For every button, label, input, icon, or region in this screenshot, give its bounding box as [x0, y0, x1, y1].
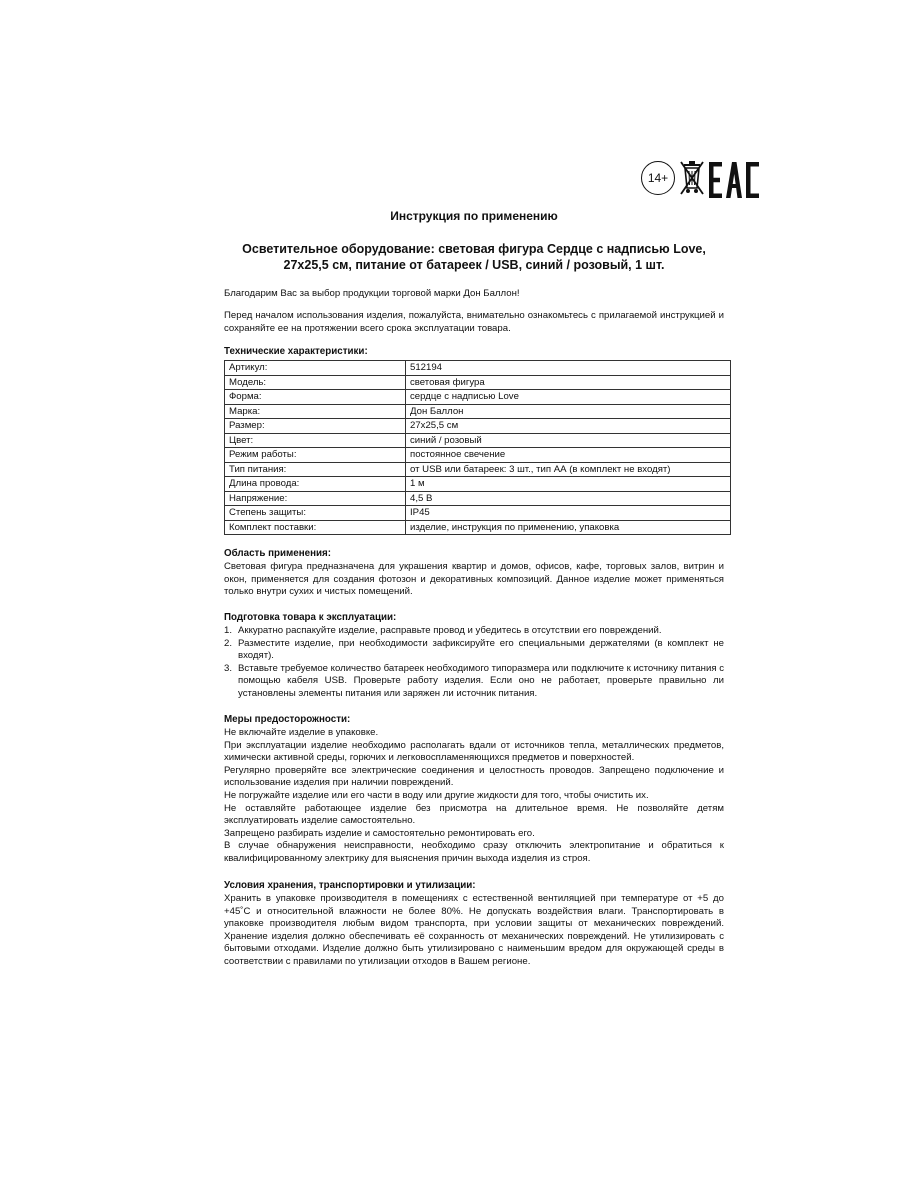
precaution-item: При эксплуатации изделие необходимо располагать вдали от источников тепла, металлических предметов, химически активной среды, горючих и легковоспламеняющихся предметов и поверхностей. [224, 739, 724, 764]
precaution-item: Регулярно проверяйте все электрические соединения и целостность проводов. Запрещено подключение и использование изделия при наличии повреждений. [224, 764, 724, 789]
list-item: 2. Разместите изделие, при необходимости зафиксируйте его специальными держателями (в комплект не входят). [224, 637, 724, 662]
age-rating-badge: 14+ [641, 161, 675, 195]
spec-key: Напряжение: [225, 491, 406, 506]
table-row [225, 419, 731, 434]
table-row [225, 448, 731, 463]
document-title: Инструкция по применению [390, 209, 558, 223]
table-row [225, 491, 731, 506]
spec-key: Цвет: [225, 433, 406, 448]
thanks-text: Благодарим Вас за выбор продукции торговой марки Дон Баллон! [224, 288, 520, 299]
list-item: 3. Вставьте требуемое количество батареек необходимого типоразмера или подключите к источнику питания с помощью кабеля USB. Проверьте работу изделия. Если оно не работает, проверьте правильно ли установлены элементы питания или заряжен ли источник питания. [224, 662, 724, 699]
spec-value: от USB или батареек: 3 шт., тип АА (в комплект не входят) [406, 462, 731, 477]
crossed-out-wheelie-bin-icon [679, 160, 705, 198]
spec-key: Модель: [225, 375, 406, 390]
application-heading: Область применения: [224, 548, 331, 559]
table-row [225, 462, 731, 477]
spec-key: Длина провода: [225, 477, 406, 492]
precautions-list [224, 727, 724, 866]
precaution-item: Не оставляйте работающее изделие без присмотра на длительное время. Не позволяйте детям эксплуатировать изделие самостоятельно. [224, 802, 724, 827]
precaution-item: Запрещено разбирать изделие и самостоятельно ремонтировать его. [224, 827, 535, 839]
precaution-item: Не погружайте изделие или его части в воду или другие жидкости для того, чтобы очистить их. [224, 789, 649, 801]
spec-key: Размер: [225, 419, 406, 434]
table-row [225, 433, 731, 448]
table-row [225, 375, 731, 390]
preparation-steps [224, 625, 724, 701]
spec-key: Степень защиты: [225, 506, 406, 521]
product-title-line-1: Осветительное оборудование: световая фигура Сердце с надписью Love, [242, 242, 706, 256]
table-row [225, 404, 731, 419]
spec-value: 4,5 В [406, 491, 731, 506]
certification-marks [641, 159, 759, 201]
spec-value: 512194 [406, 361, 731, 376]
spec-value: синий / розовый [406, 433, 731, 448]
precautions-heading: Меры предосторожности: [224, 714, 351, 725]
storage-heading: Условия хранения, транспортировки и утилизации: [224, 880, 476, 891]
spec-key: Режим работы: [225, 448, 406, 463]
table-row [225, 477, 731, 492]
spec-value: изделие, инструкция по применению, упаковка [406, 520, 731, 535]
spec-key: Форма: [225, 390, 406, 405]
spec-key: Комплект поставки: [225, 520, 406, 535]
product-title-line-2: 27х25,5 см, питание от батареек / USB, синий / розовый, 1 шт. [283, 258, 665, 272]
spec-value: постоянное свечение [406, 448, 731, 463]
preparation-heading: Подготовка товара к эксплуатации: [224, 612, 397, 623]
eac-logo [709, 162, 759, 198]
specs-heading: Технические характеристики: [224, 346, 368, 357]
table-row [225, 390, 731, 405]
table-row [225, 361, 731, 376]
spec-key: Тип питания: [225, 462, 406, 477]
precaution-item: Не включайте изделие в упаковке. [224, 727, 379, 738]
application-text: Световая фигура предназначена для украшения квартир и домов, офисов, кафе, торговых залов, витрин и окон, применяется для создания фотозон и декоративных композиций. Данное изделие может применяться только внутри сухих и чистых помещений. [224, 561, 724, 598]
table-row [225, 520, 731, 535]
storage-text: Хранить в упаковке производителя в помещениях с естественной вентиляцией при температуре от +5 до +45˚С и относительной влажности не более 80%. Не допускать воздействия влаги. Транспортировать в упаковке производителя любым видом транспорта, при условии защиты от механических повреждений. Хранение изделия должно обеспечивать её сохранность от механических повреждений. Не утилизировать с бытовыми отходами. Изделие должно быть утилизировано с наименьшим вредом для окружающей среды в соответствии с правилами по утилизации отходов в Вашем регионе. [224, 893, 724, 967]
spec-key: Марка: [225, 404, 406, 419]
table-row [225, 506, 731, 521]
product-title [224, 241, 724, 273]
spec-value: сердце с надписью Love [406, 390, 731, 405]
precaution-item: В случае обнаружения неисправности, необходимо сразу отключить электропитание и обратиться к квалифицированному электрику для выяснения причин выхода изделия из строя. [224, 840, 724, 864]
list-item: 1. Аккуратно распакуйте изделие, расправьте провод и убедитесь в отсутствии его повреждений. [224, 625, 662, 636]
spec-value: Дон Баллон [406, 404, 731, 419]
spec-value: 27х25,5 см [406, 419, 731, 434]
spec-value: 1 м [406, 477, 731, 492]
spec-value: световая фигура [406, 375, 731, 390]
intro-text: Перед началом использования изделия, пожалуйста, внимательно ознакомьтесь с прилагаемой инструкцией и сохраняйте ее на протяжении всего срока эксплуатации товара. [224, 310, 724, 334]
spec-value: IP45 [406, 506, 731, 521]
specs-table [224, 360, 731, 535]
spec-key: Артикул: [225, 361, 406, 376]
